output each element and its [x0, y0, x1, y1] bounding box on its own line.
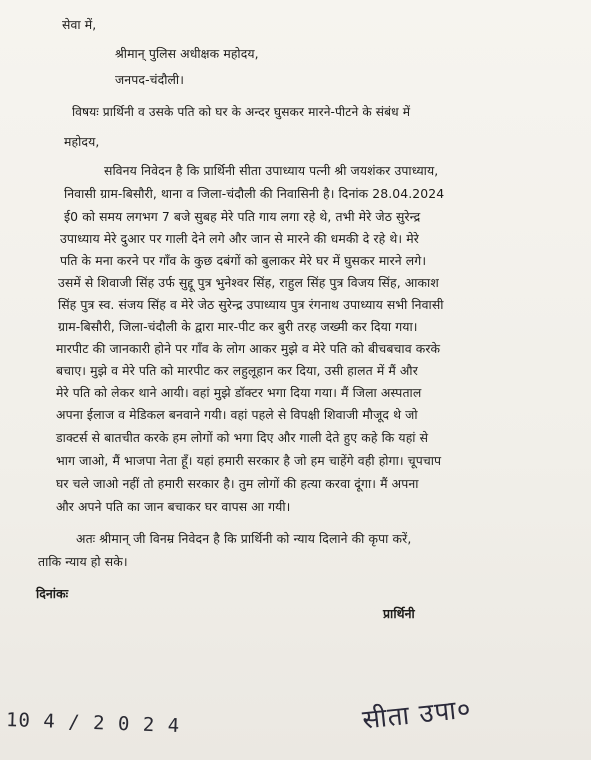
- closing-line: ताकि न्याय हो सके।: [38, 554, 128, 569]
- body-line: उसमें से शिवाजी सिंह उर्फ सुद्दू पुत्र भुनेश्वर सिंह, राहुल सिंह पुत्र विजय सिंह, आकाश: [58, 275, 439, 290]
- addressee-line-1: श्रीमान् पुलिस अधीक्षक महोदय,: [115, 46, 259, 61]
- signature: सीता उपा०: [360, 694, 473, 736]
- salutation-to: सेवा में,: [62, 17, 97, 32]
- body-line: बचाए। मुझे व मेरे पति को मारपीट कर लहुलूहान कर दिया, उसी हालत में मैं और: [56, 363, 418, 378]
- addressee-line-2: जनपद-चंदौली।: [115, 72, 185, 87]
- body-line: निवासी ग्राम-बिसौरी, थाना व जिला-चंदौली की निवासिनी है। दिनांक 28.04.2024: [64, 186, 445, 201]
- body-line: ग्राम-बिसौरी, जिला-चंदौली के द्वारा मार-पीट कर बुरी तरह जख्मी कर दिया गया।: [58, 319, 418, 334]
- body-line: सिंह पुत्र स्व. संजय सिंह व मेरे जेठ सुरेन्द्र उपाध्याय पुत्र रंगनाथ उपाध्याय सभी निवासी: [58, 297, 444, 312]
- body-line: उपाध्याय मेरे दुआर पर गाली देने लगे और जान से मारने की धमकी दे रहे थे। मेरे: [60, 231, 419, 246]
- body-line: मेरे पति को लेकर थाने आयी। वहां मुझे डॉक्टर भगा दिया गया। मैं जिला अस्पताल: [56, 385, 422, 400]
- signatory-label: प्रार्थिनी: [383, 606, 415, 621]
- closing-line: अतः श्रीमान् जी विनम्र निवेदन है कि प्रार्थिनी को न्याय दिलाने की कृपा करें,: [76, 531, 412, 546]
- body-line: डाक्टर्स से बातचीत करके हम लोगों को भगा दिए और गाली देते हुए कहे कि यहां से: [56, 430, 429, 445]
- date-label: दिनांकः: [36, 586, 69, 601]
- body-line: और अपने पति का जान बचाकर घर वापस आ गयी।: [56, 499, 291, 514]
- body-line: अपना ईलाज व मेडिकल बनवाने गयी। वहां पहले से विपक्षी शिवाजी मौजूद थे जो: [56, 407, 418, 422]
- subject-line: विषयः प्रार्थिनी व उसके पति को घर के अन्दर घुसकर मारने-पीटने के संबंध में: [72, 105, 411, 119]
- body-line: मारपीट की जानकारी होने पर गाँव के लोग आकर मुझे व मेरे पति को बीचबचाव करके: [56, 341, 441, 356]
- greeting: महोदय,: [64, 134, 100, 149]
- body-line: पति के मना करने पर गाँव के कुछ दबंगों को बुलाकर मेरे घर में घुसकर मारने लगे।: [60, 253, 427, 268]
- body-line: ई0 को समय लगभग 7 बजे सुबह मेरे पति गाय लगा रहे थे, तभी मेरे जेठ सुरेन्द्र: [64, 209, 421, 224]
- body-line: भाग जाओ, मैं भाजपा नेता हूँ। यहां हमारी सरकार है जो हम चाहेंगे वही होगा। चूपचाप: [56, 453, 442, 468]
- handwritten-date: 10 4 / 2 0 2 4: [5, 708, 181, 738]
- body-line: घर चले जाओ नहीं तो हमारी सरकार है। तुम लोगों की हत्या करवा दूंगा। मैं अपना: [56, 476, 419, 491]
- body-line: सविनय निवेदन है कि प्रार्थिनी सीता उपाध्याय पत्नी श्री जयशंकर उपाध्याय,: [104, 163, 439, 178]
